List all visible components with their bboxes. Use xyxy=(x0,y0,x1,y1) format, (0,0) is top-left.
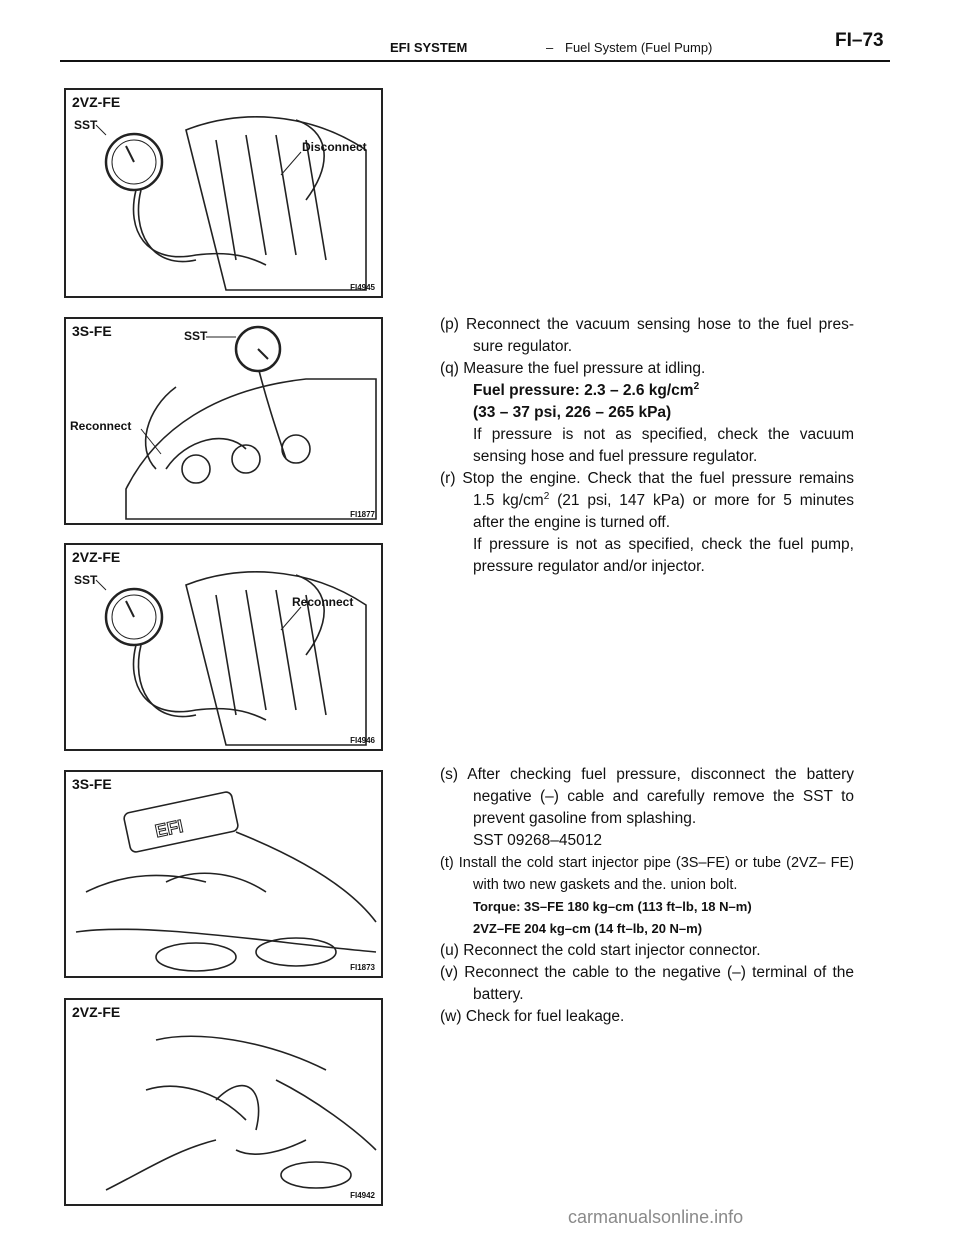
torque-spec-3s: Torque: 3S–FE 180 kg–cm (113 ft–lb, 18 N–m) xyxy=(473,899,752,914)
engine-hands-illustration xyxy=(66,772,381,976)
engine-gauge-illustration xyxy=(66,90,381,296)
procedure-column-2 xyxy=(440,764,854,1028)
step-t: (t) Install the cold start injector pipe (3S–FE) or tube (2VZ– FE) with two new gaskets and the. union bolt. xyxy=(440,855,854,893)
step-q-note: If pressure is not as specified, check the vacuum sensing hose and fuel pressure regulator. xyxy=(473,426,854,465)
figure-engine-label: 2VZ-FE xyxy=(72,549,121,565)
section-title: EFI SYSTEM xyxy=(390,40,468,55)
figure-3s-efi xyxy=(64,770,383,978)
figure-engine-label: 2VZ-FE xyxy=(72,1004,121,1020)
figure-engine-label: 3S-FE xyxy=(72,776,112,792)
figure-code: FI4942 xyxy=(350,1191,375,1200)
figure-code: FI1873 xyxy=(350,963,375,972)
section-subtitle: Fuel System (Fuel Pump) xyxy=(565,40,713,55)
figure-label: Reconnect xyxy=(70,419,132,433)
figure-code: FI1877 xyxy=(350,510,375,519)
step-w: (w) Check for fuel leakage. xyxy=(440,1008,625,1025)
efi-emblem: EFI xyxy=(153,815,185,842)
header-rule xyxy=(60,60,890,62)
figure-label: SST xyxy=(74,118,98,132)
step-u: (u) Reconnect the cold start injector connector. xyxy=(440,942,761,959)
engine-gauge-illustration xyxy=(66,545,381,749)
figure-label: Reconnect xyxy=(292,595,354,609)
step-s: (s) After checking fuel pressure, disconnect the battery negative (–) cable and carefully remove the SST to prevent gasoline from splashing. xyxy=(440,766,854,827)
figure-2vz-reconnect xyxy=(64,543,383,751)
sst-number: SST 09268–45012 xyxy=(473,832,602,849)
figure-engine-label: 2VZ-FE xyxy=(72,94,121,110)
figure-2vz-disconnect xyxy=(64,88,383,298)
step-r-note: If pressure is not as specified, check the fuel pump, pressure regulator and/or injector. xyxy=(473,536,854,575)
step-v: (v) Reconnect the cable to the negative (–) terminal of the battery. xyxy=(440,964,854,1003)
page-number: FI–73 xyxy=(835,30,884,51)
engine-hands-illustration xyxy=(66,1000,381,1204)
figure-label: Disconnect xyxy=(302,140,367,154)
torque-spec-2vz: 2VZ–FE 204 kg–cm (14 ft–lb, 20 N–m) xyxy=(473,921,703,936)
step-r: (r) Stop the engine. Check that the fuel pressure remains 1.5 $kg/cm^2$ (21 psi, 147 kPa) or more for 5 minutes after the engine is turned off. xyxy=(440,470,854,531)
figure-label: SST xyxy=(74,573,98,587)
figure-engine-label: 3S-FE xyxy=(72,323,112,339)
header-separator: – xyxy=(546,40,554,55)
step-q: (q) Measure the fuel pressure at idling. xyxy=(440,360,706,377)
page-header xyxy=(60,30,890,58)
watermark: carmanualsonline.info xyxy=(568,1207,744,1227)
procedure-column-1 xyxy=(440,314,854,578)
figure-code: FI4946 xyxy=(350,736,375,745)
figure-code: FI4945 xyxy=(350,283,375,292)
figure-3s-reconnect xyxy=(64,317,383,525)
fuel-pressure-spec-alt: (33 – 37 psi, 226 – 265 kPa) xyxy=(473,404,672,421)
figure-label: SST xyxy=(184,329,208,343)
fuel-pressure-spec: Fuel pressure: 2.3 – 2.6 $kg/cm^2$ xyxy=(473,380,700,399)
step-p: (p) Reconnect the vacuum sensing hose to the fuel pres- sure regulator. xyxy=(440,316,854,355)
figure-2vz-pipe xyxy=(64,998,383,1206)
